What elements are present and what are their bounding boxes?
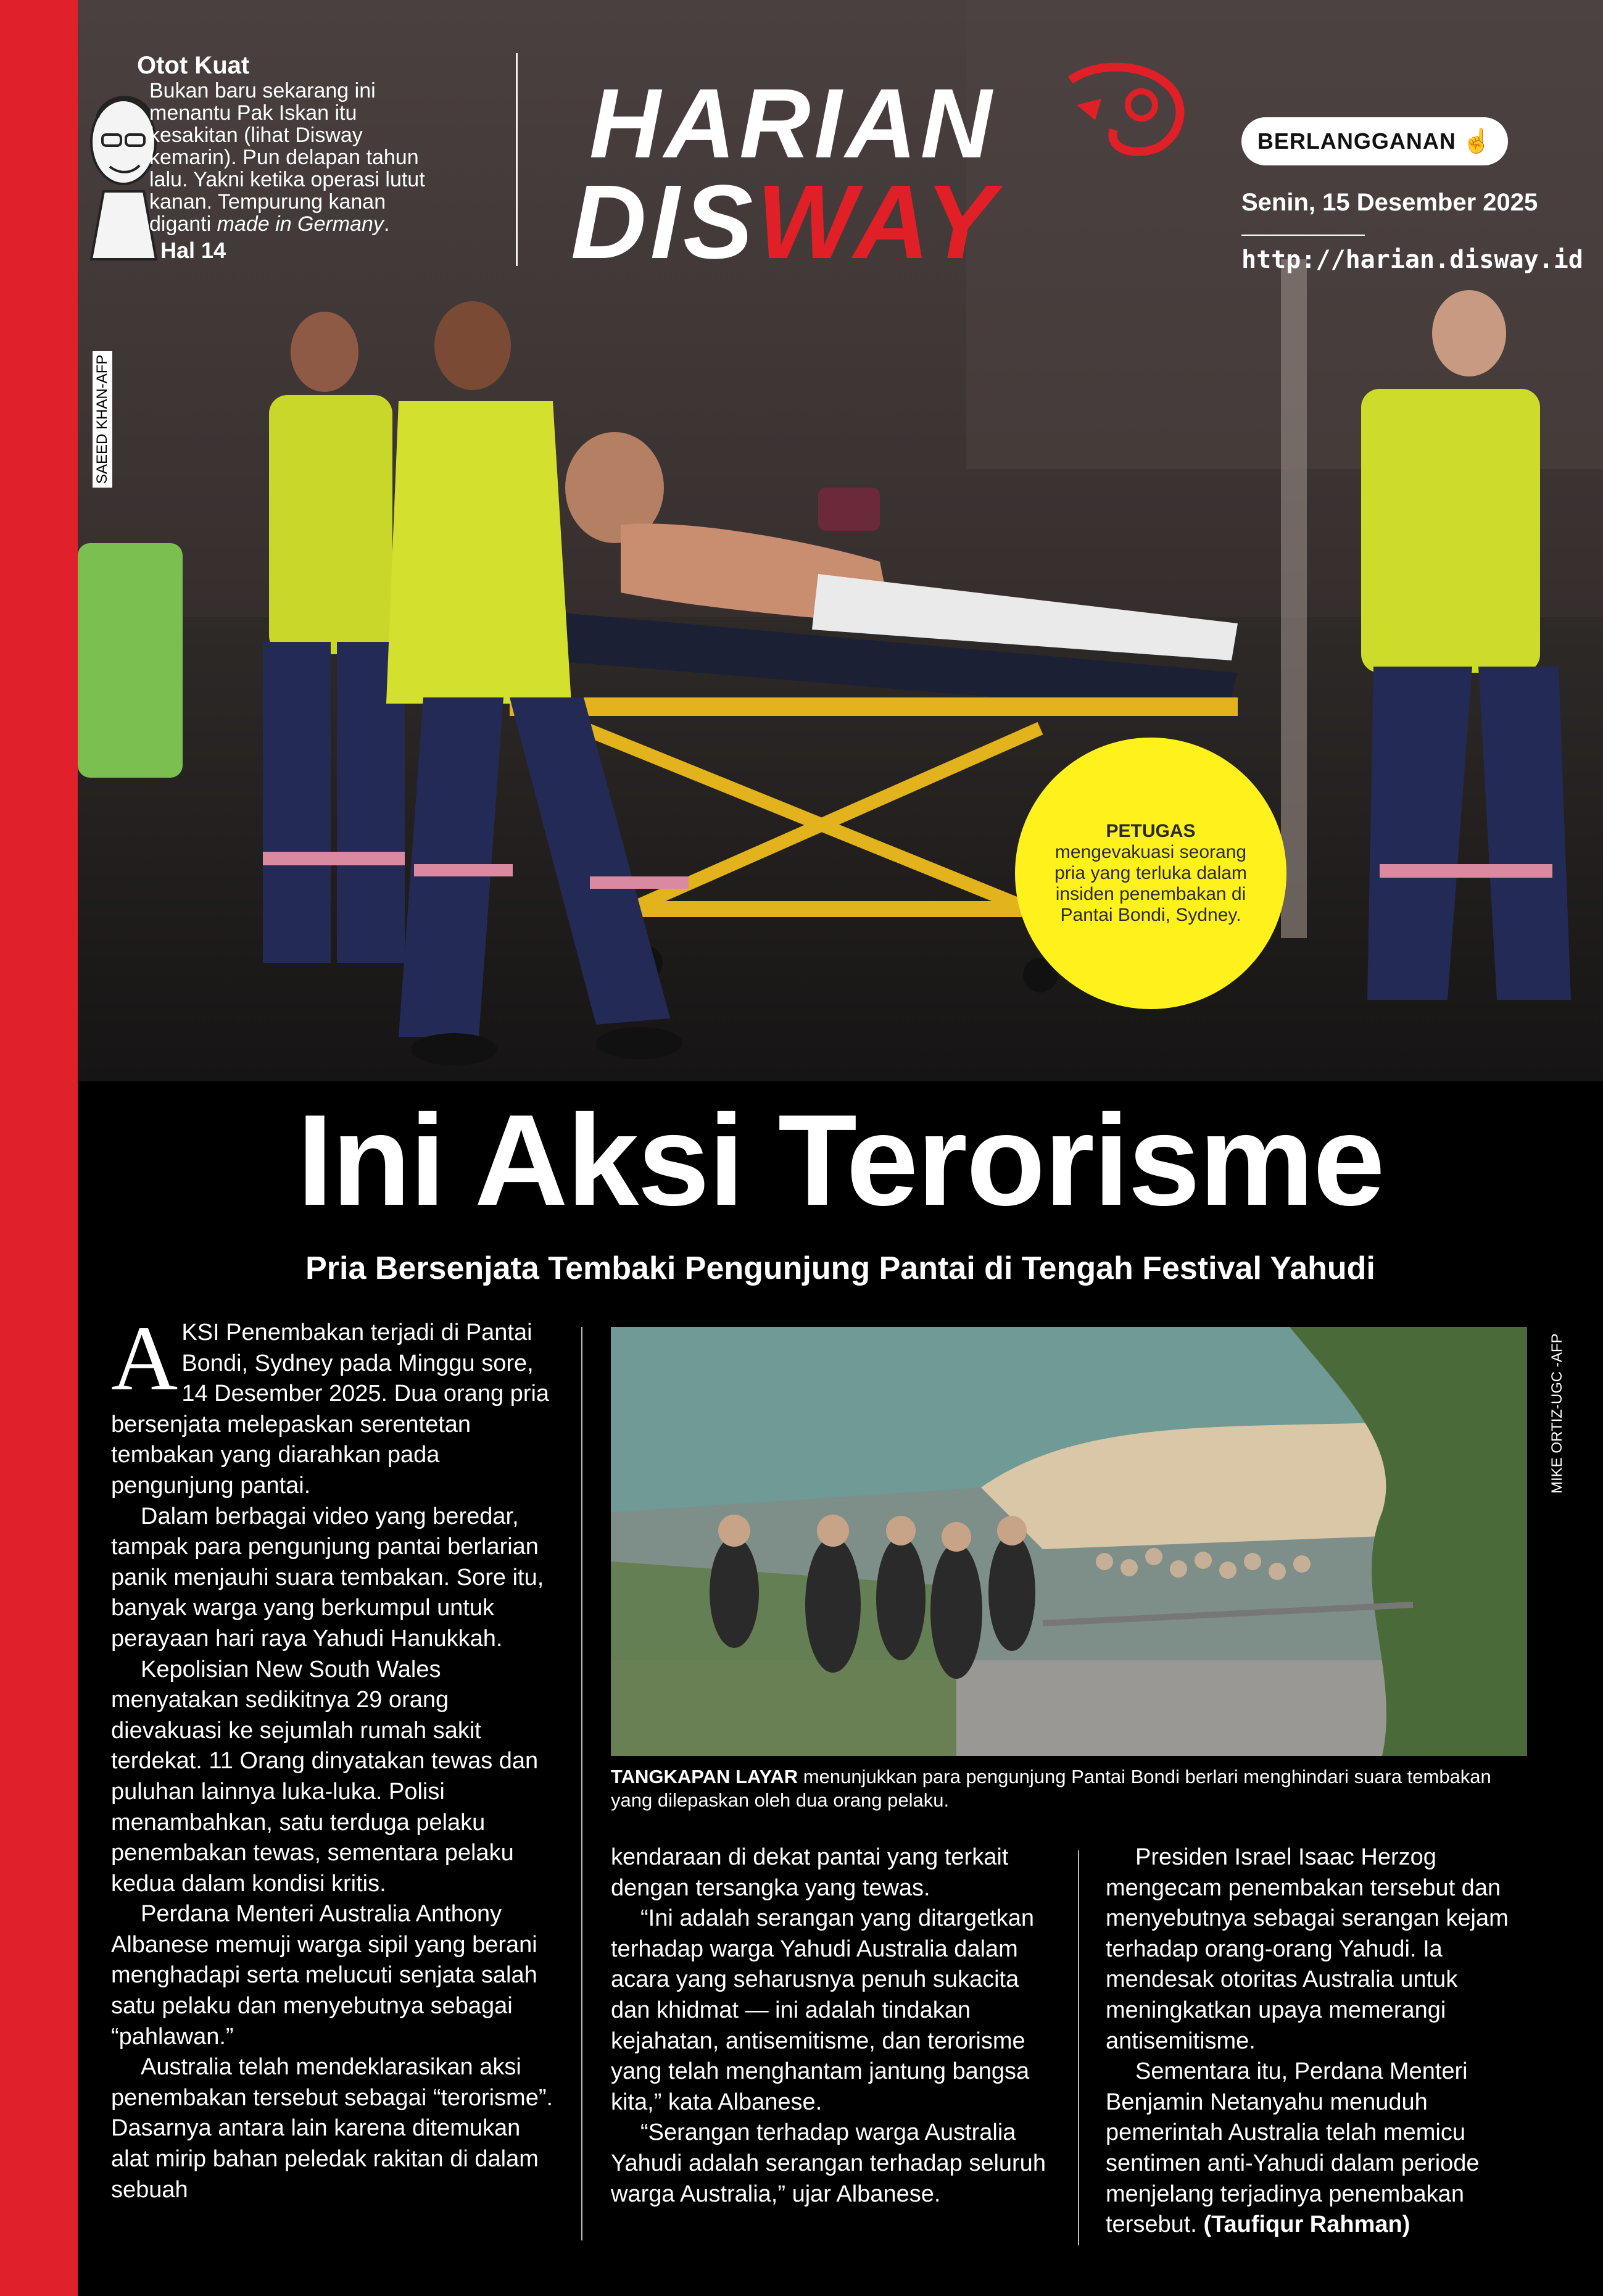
column-rule (581, 1327, 582, 2240)
column-teaser[interactable] (137, 52, 507, 264)
masthead-logo[interactable]: HARIAN DISWAY (571, 62, 1212, 272)
pointer-hand-icon: ☝ (1462, 128, 1493, 154)
article-column-1 (111, 1307, 555, 2205)
site-url-link[interactable]: http://harian.disway.id (1241, 246, 1583, 274)
article-column-3 (1106, 1842, 1525, 2240)
date-rule (1241, 235, 1365, 236)
hero-photo-credit: SAEED KHAN-AFP (93, 351, 112, 488)
header-divider (516, 53, 518, 266)
article-paragraph: “Serangan terhadap warga Australia Yahudi adalah serangan terhadap seluruh warga Australia,” ujar Albanese. (611, 2119, 1046, 2207)
article-paragraph: kendaraan di dekat pantai yang terkait dengan tersangka yang tewas. (611, 1844, 1009, 1901)
beach-crowd-illustration (611, 1327, 1527, 1756)
logo-emblem-icon (1058, 62, 1194, 160)
article-paragraph: Dalam berbagai video yang beredar, tampak para pengunjung pantai berlarian panik menjauhi suara tembakan. Sore itu, banyak warga yang berkumpul untuk perayaan hari raya Yahudi Hanukkah. (111, 1503, 544, 1652)
secondary-photo-credit: MIKE ORTIZ-UGC -AFP (1549, 1333, 1565, 1494)
column-title: Otot Kuat (137, 52, 250, 79)
column-page-ref: Hal 14 (160, 238, 226, 263)
medical-bag (78, 543, 183, 778)
issue-date: Senin, 15 Desember 2025 (1241, 189, 1538, 216)
drop-cap: A (111, 1307, 178, 1410)
headline: Ini Aksi Terorisme (297, 1088, 1384, 1233)
article-paragraph: Sementara itu, Perdana Menteri Benjamin Netanyahu menuduh pemerintah Australia telah memicu sentimen anti-Yahudi dalam periode menjelang terjadinya penembakan tersebut. (Taufiqur Rahman) (1106, 2058, 1480, 2238)
article-paragraph: Kepolisian New South Wales menyatakan sedikitnya 29 orang dievakuasi ke sejumlah rumah sakit terdekat. 11 Orang dinyatakan tewas dan puluhan lainnya luka-luka. Polisi menambahkan, satu terduga pelaku penembakan tewas, sementara pelaku kedua dalam kondisi kritis. (111, 1656, 539, 1897)
column-rule (1078, 1850, 1079, 2245)
subheadline: Pria Bersenjata Tembaki Pengunjung Pantai di Tengah Festival Yahudi (305, 1250, 1375, 1286)
article-paragraph: Perdana Menteri Australia Anthony Albanese memuji warga sipil yang berani menghadapi serta melucuti senjata salah satu pelaku dan menyebutnya sebagai “pahlawan.” (111, 1901, 537, 2050)
secondary-photo (611, 1327, 1527, 1756)
subscribe-button[interactable]: BERLANGGANAN ☝ (1241, 117, 1508, 165)
article-paragraph: “Ini adalah serangan yang ditargetkan terhadap warga Yahudi Australia dalam acara yang seharusnya penuh sukacita dan khidmat — ini adalah tindakan kejahatan, antisemitisme, dan terorisme yang telah menghantam jantung bangsa kita,” kata Albanese. (611, 1905, 1035, 2115)
left-red-stripe (0, 0, 78, 2296)
article-paragraph: Presiden Israel Isaac Herzog mengecam penembakan tersebut dan menyebutnya sebagai serangan kejam terhadap orang-orang Yahudi. Ia mendesak otoritas Australia untuk meningkatkan upaya memerangi antisemitisme. (1106, 1844, 1509, 2054)
article-paragraph: Australia telah mendeklarasikan aksi penembakan tersebut sebagai “terorisme”. Dasarnya antara lain karena ditemukan alat mirip bahan peledak rakitan di dalam sebuah (111, 2054, 553, 2203)
hero-caption-bubble: PETUGAS mengevakuasi seorang pria yang terluka dalam insiden penembakan di Pantai Bondi, Sydney. (1015, 738, 1286, 1009)
column-excerpt: Bukan baru sekarang ini menantu Pak Iskan itu kesakitan (lihat Disway kemarin). Pun delapan tahun lalu. Yakni ketika operasi lutut kanan. Tempurung kanan diganti made in Germany. (149, 79, 425, 236)
article-column-2 (611, 1842, 1049, 2210)
article-paragraph: KSI Penembakan terjadi di Pantai Bondi, Sydney pada Minggu sore, 14 Desember 2025. Dua orang pria bersenjata melepaskan serentetan tembakan yang diarahkan pada pengunjung pantai. (111, 1320, 550, 1499)
secondary-photo-caption: TANGKAPAN LAYAR menunjukkan para pengunjung Pantai Bondi berlari menghindari suara tembakan yang dilepaskan oleh dua orang pelaku. (611, 1766, 1491, 1811)
byline: (Taufiqur Rahman) (1203, 2211, 1410, 2238)
paramedic-left-back (263, 312, 405, 963)
